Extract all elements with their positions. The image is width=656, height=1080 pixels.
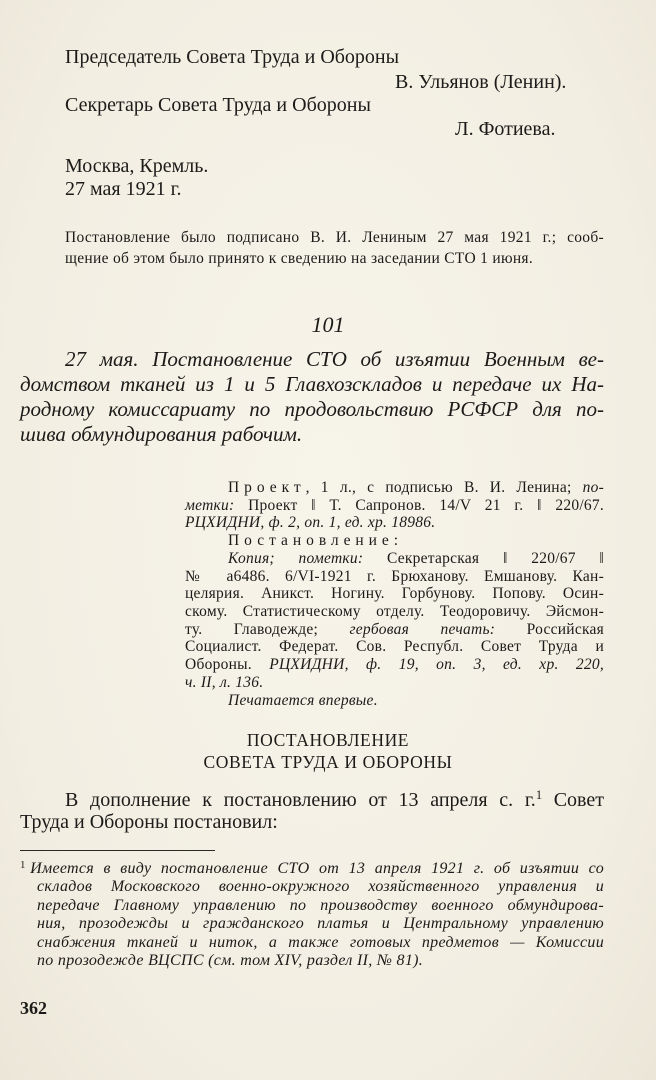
archival-line [185,585,604,603]
archival-text: целярия. Аникст. Ногину. Горбунову. Попову. Осин- [185,585,604,603]
archival-line [185,514,435,532]
decree-title: ПОСТАНОВЛЕНИЕ [246,730,410,750]
footnote-line: снабжения тканей и ниток, а также готовых предметов — Комиссии [37,933,604,951]
archival-text-italic: Копия; пометки: [228,549,364,567]
archival-line [185,674,263,692]
archival-text: Социалист. Федерат. Сов. Республ. Совет Труда и [185,638,604,656]
date-line: 27 мая 1921 г. [65,178,182,200]
archival-text-italic: гербовая печать: [349,620,496,638]
archival-reference: РЦХИДНИ, ф. 19, оп. 3, ед. хр. 220, [269,656,605,673]
chair-signature: В. Ульянов (Ленин). [395,71,567,93]
secretary-title: Секретарь Совета Труда и Обороны [65,94,371,116]
footnote-marker: 1 [20,858,26,871]
decree-subtitle: СОВЕТА ТРУДА И ОБОРОНЫ [203,752,453,772]
document-number: 101 [311,312,345,337]
footnote-line: передаче Главному управлению по производству военного обмундирова- [37,896,604,914]
archival-text-italic: метки: [185,496,235,514]
archival-text: скому. Статистическому отделу. Теодоровичу. Эйсмон- [185,602,604,620]
footnote-text: Имеется в виду постановление СТО от 13 апреля 1921 г. об изъятии со [30,860,604,877]
archival-text: Обороны. [185,656,252,673]
document-heading-line: родному комиссариату по продовольствию РСФСР для по- [20,397,604,421]
archival-text: Проект ‖ Т. Сапронов. 14/V 21 г. ‖ 220/67. [248,496,604,514]
archival-text: № а6486. 6/VI-1921 г. Брюханову. Емшанову. Кан- [185,567,604,585]
archival-line [185,603,604,621]
document-heading-line: домством тканей из 1 и 5 Главхозскладов и передаче их На- [20,372,604,396]
body-line [20,810,278,834]
place-line: Москва, Кремль. [65,155,209,177]
body-text: В дополнение к постановлению от 13 апреля с. г. [65,789,536,811]
archival-line [185,638,604,656]
archival-text: Российская [526,620,605,638]
signing-note-line: щение об этом было принято к сведению на заседании СТО 1 июня. [65,250,534,267]
footnote-divider [20,850,215,851]
archival-line [228,550,604,568]
document-heading-line: 27 мая. Постановление СТО об изъятии Военным ве- [65,347,604,371]
signing-note-line: Постановление было подписано В. И. Лениным 27 мая 1921 г.; сооб- [65,229,604,246]
archival-line [228,532,403,550]
archival-text: , 1 л., с подписью В. И. Ленина; [305,479,572,496]
archival-line [185,497,604,515]
archival-text: ту. Главодежде; [185,620,319,638]
page-number: 362 [20,998,47,1018]
archival-line [185,621,604,639]
secretary-signature: Л. Фотиева. [455,118,556,140]
archival-text-italic: по- [582,479,605,496]
archival-reference: ч. II, л. 136. [185,673,264,691]
chair-title: Председатель Совета Труда и Обороны [65,46,400,68]
document-heading-line: шива обмундирования рабочим. [20,422,303,446]
footnote-line [20,860,604,878]
archival-line [185,568,604,586]
archival-text: Секретарская ‖ 220/67 ‖ [386,549,605,567]
footnote-line: по прозодежде ВЦСПС (см. том XIV, раздел II, № 81). [37,952,424,969]
archival-reference: РЦХИДНИ, ф. 2, оп. 1, ед. хр. 18986. [185,514,436,532]
body-text: Совет [553,789,605,811]
body-line [65,788,604,812]
archival-label-spaced: Постановление: [228,532,404,550]
archival-label-spaced: Проект [228,479,306,496]
body-text: Труда и Обороны постановил: [20,811,278,833]
footnote-line: складов Московского военно-окружного хозяйственного управления и [37,878,604,896]
footnote-reference: 1 [535,788,543,803]
archival-line [228,479,604,497]
archival-line [185,656,604,674]
publication-note: Печатается впервые. [228,692,378,709]
footnote-line: ния, прозодежды и гражданского платья и Центральному управлению [37,915,604,933]
